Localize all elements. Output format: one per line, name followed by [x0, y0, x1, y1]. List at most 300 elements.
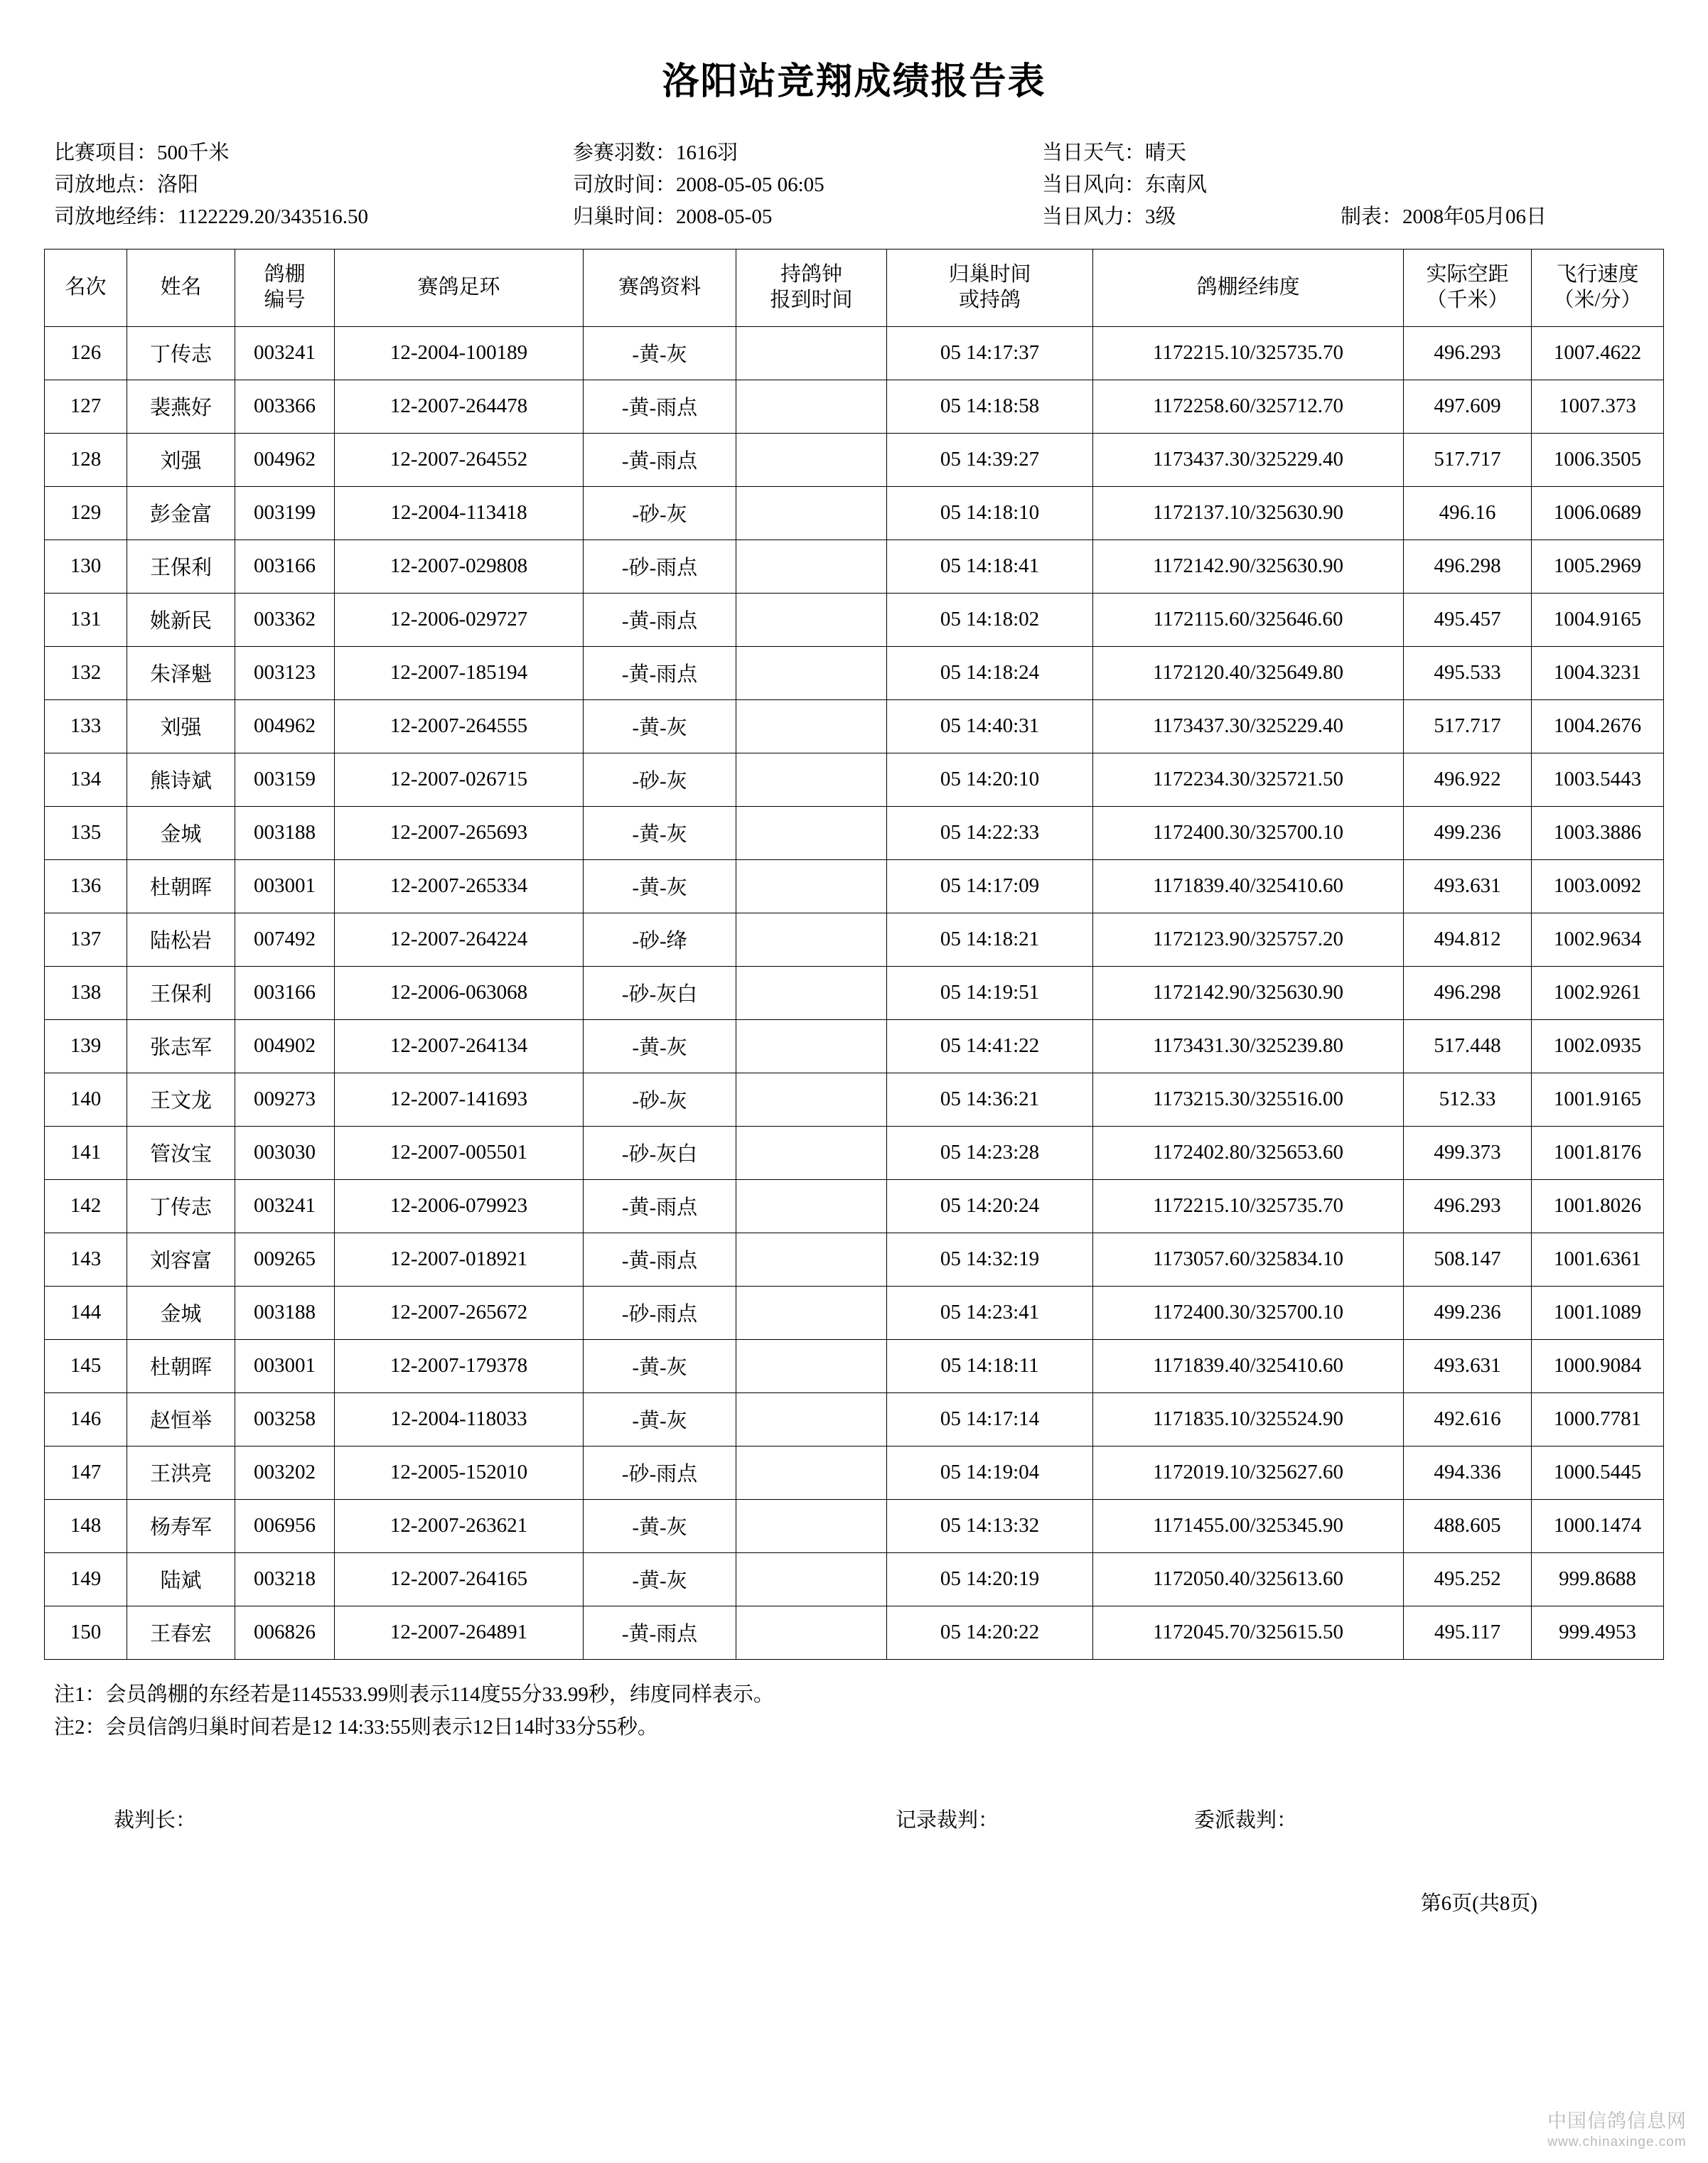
- cell-info: -黄-雨点: [584, 646, 736, 699]
- cell-coordinate: 1171835.10/325524.90: [1093, 1392, 1404, 1446]
- cell-rank: 131: [45, 593, 127, 646]
- cell-clock: [736, 540, 887, 593]
- header-distance: [1404, 249, 1532, 326]
- table-row: [45, 433, 1664, 486]
- cell-clock: [736, 699, 887, 753]
- cell-info: -黄-灰: [584, 1392, 736, 1446]
- cell-distance: 495.457: [1404, 593, 1532, 646]
- cell-info: -黄-灰: [584, 806, 736, 859]
- cell-clock: [736, 753, 887, 806]
- cell-loft-no: 007492: [235, 913, 335, 966]
- cell-speed: 1000.5445: [1532, 1446, 1664, 1499]
- cell-name: 姚新民: [127, 593, 235, 646]
- table-row: [45, 646, 1664, 699]
- cell-coordinate: 1172142.90/325630.90: [1093, 540, 1404, 593]
- cell-speed: 1003.0092: [1532, 859, 1664, 913]
- results-table: [44, 249, 1664, 1660]
- cell-distance: 517.717: [1404, 433, 1532, 486]
- signature-block: [0, 1804, 1708, 1833]
- cell-speed: 1000.1474: [1532, 1499, 1664, 1552]
- cell-loft-no: 003166: [235, 966, 335, 1019]
- cell-info: -黄-雨点: [584, 593, 736, 646]
- cell-rank: 146: [45, 1392, 127, 1446]
- cell-ring: 12-2007-141693: [335, 1073, 584, 1126]
- cell-coordinate: 1172050.40/325613.60: [1093, 1552, 1404, 1606]
- cell-name: 熊诗斌: [127, 753, 235, 806]
- cell-ring: 12-2007-264555: [335, 699, 584, 753]
- meta-row-2: [54, 169, 1660, 201]
- cell-ring: 12-2007-026715: [335, 753, 584, 806]
- meta-row-2-extra: [1341, 169, 1660, 201]
- cell-distance: 495.533: [1404, 646, 1532, 699]
- header-coord-label: 鸽棚经纬度: [1196, 276, 1300, 299]
- cell-coordinate: 1172045.70/325615.50: [1093, 1606, 1404, 1659]
- cell-distance: 496.293: [1404, 326, 1532, 380]
- cell-speed: 1003.3886: [1532, 806, 1664, 859]
- cell-distance: 497.609: [1404, 380, 1532, 433]
- cell-rank: 128: [45, 433, 127, 486]
- cell-loft-no: 003166: [235, 540, 335, 593]
- cell-clock: [736, 1499, 887, 1552]
- table-header-row: [45, 249, 1664, 326]
- cell-rank: 137: [45, 913, 127, 966]
- cell-info: -黄-灰: [584, 859, 736, 913]
- cell-return: 05 14:17:14: [887, 1392, 1093, 1446]
- cell-ring: 12-2004-118033: [335, 1392, 584, 1446]
- cell-loft-no: 003188: [235, 1286, 335, 1339]
- cell-rank: 142: [45, 1179, 127, 1233]
- watermark-url: www.chinaxinge.com: [1547, 2135, 1687, 2149]
- header-loft-no: [235, 249, 335, 326]
- chief-judge-signature: 裁判长：: [114, 1808, 197, 1832]
- cell-rank: 132: [45, 646, 127, 699]
- cell-info: -砂-灰白: [584, 1126, 736, 1179]
- header-clock-line1: 持鸽钟: [780, 263, 842, 286]
- cell-rank: 130: [45, 540, 127, 593]
- cell-rank: 138: [45, 966, 127, 1019]
- table-row: [45, 1552, 1664, 1606]
- cell-speed: 1004.2676: [1532, 699, 1664, 753]
- cell-loft-no: 003188: [235, 806, 335, 859]
- cell-name: 张志军: [127, 1019, 235, 1073]
- cell-loft-no: 003366: [235, 380, 335, 433]
- cell-speed: 1006.3505: [1532, 433, 1664, 486]
- table-row: [45, 1499, 1664, 1552]
- cell-distance: 496.16: [1404, 486, 1532, 540]
- table-row: [45, 806, 1664, 859]
- cell-rank: 140: [45, 1073, 127, 1126]
- cell-coordinate: 1171839.40/325410.60: [1093, 859, 1404, 913]
- cell-coordinate: 1172400.30/325700.10: [1093, 806, 1404, 859]
- header-speed-line1: 飞行速度: [1556, 263, 1639, 286]
- cell-coordinate: 1172019.10/325627.60: [1093, 1446, 1404, 1499]
- cell-info: -黄-灰: [584, 326, 736, 380]
- cell-coordinate: 1173431.30/325239.80: [1093, 1019, 1404, 1073]
- cell-rank: 136: [45, 859, 127, 913]
- cell-distance: 517.717: [1404, 699, 1532, 753]
- cell-return: 05 14:40:31: [887, 699, 1093, 753]
- cell-loft-no: 009265: [235, 1233, 335, 1286]
- cell-speed: 999.4953: [1532, 1606, 1664, 1659]
- cell-name: 王保利: [127, 540, 235, 593]
- cell-info: -砂-灰: [584, 486, 736, 540]
- cell-rank: 141: [45, 1126, 127, 1179]
- cell-speed: 1004.9165: [1532, 593, 1664, 646]
- cell-info: -黄-雨点: [584, 1179, 736, 1233]
- cell-return: 05 14:18:10: [887, 486, 1093, 540]
- cell-clock: [736, 1073, 887, 1126]
- table-row: [45, 380, 1664, 433]
- table-row: [45, 1019, 1664, 1073]
- table-row: [45, 1339, 1664, 1392]
- header-info-label: 赛鸽资料: [618, 276, 701, 299]
- cell-speed: 1004.3231: [1532, 646, 1664, 699]
- cell-ring: 12-2004-100189: [335, 326, 584, 380]
- cell-rank: 133: [45, 699, 127, 753]
- cell-info: -黄-雨点: [584, 1606, 736, 1659]
- cell-speed: 1002.9634: [1532, 913, 1664, 966]
- watermark: [1547, 2105, 1687, 2150]
- cell-info: -黄-雨点: [584, 433, 736, 486]
- cell-ring: 12-2007-179378: [335, 1339, 584, 1392]
- cell-clock: [736, 1392, 887, 1446]
- meta-row-3: [54, 201, 1660, 233]
- cell-loft-no: 003159: [235, 753, 335, 806]
- header-rank: [45, 249, 127, 326]
- cell-coordinate: 1172400.30/325700.10: [1093, 1286, 1404, 1339]
- cell-name: 彭金富: [127, 486, 235, 540]
- cell-loft-no: 003218: [235, 1552, 335, 1606]
- cell-coordinate: 1172234.30/325721.50: [1093, 753, 1404, 806]
- cell-distance: 499.236: [1404, 806, 1532, 859]
- cell-distance: 488.605: [1404, 1499, 1532, 1552]
- cell-clock: [736, 433, 887, 486]
- table-row: [45, 966, 1664, 1019]
- table-row: [45, 1233, 1664, 1286]
- cell-clock: [736, 1179, 887, 1233]
- table-row: [45, 859, 1664, 913]
- cell-clock: [736, 1552, 887, 1606]
- cell-clock: [736, 1446, 887, 1499]
- cell-return: 05 14:17:09: [887, 859, 1093, 913]
- cell-clock: [736, 1286, 887, 1339]
- cell-name: 陆松岩: [127, 913, 235, 966]
- table-row: [45, 913, 1664, 966]
- cell-distance: 517.448: [1404, 1019, 1532, 1073]
- cell-speed: 1002.9261: [1532, 966, 1664, 1019]
- header-loft-no-line2: 编号: [264, 288, 306, 311]
- cell-ring: 12-2006-029727: [335, 593, 584, 646]
- cell-info: -砂-雨点: [584, 540, 736, 593]
- cell-return: 05 14:36:21: [887, 1073, 1093, 1126]
- cell-coordinate: 1173215.30/325516.00: [1093, 1073, 1404, 1126]
- cell-distance: 499.373: [1404, 1126, 1532, 1179]
- cell-info: -黄-灰: [584, 699, 736, 753]
- release-place-label: 司放地点：洛阳: [54, 173, 199, 196]
- note-2: 注2：会员信鸽归巢时间若是12 14:33:55则表示12日14时33分55秒。: [54, 1716, 658, 1739]
- cell-loft-no: 004902: [235, 1019, 335, 1073]
- cell-ring: 12-2007-029808: [335, 540, 584, 593]
- cell-speed: 1000.7781: [1532, 1392, 1664, 1446]
- cell-rank: 148: [45, 1499, 127, 1552]
- cell-loft-no: 003362: [235, 593, 335, 646]
- cell-loft-no: 003199: [235, 486, 335, 540]
- cell-coordinate: 1171455.00/325345.90: [1093, 1499, 1404, 1552]
- cell-speed: 1003.5443: [1532, 753, 1664, 806]
- cell-ring: 12-2007-264552: [335, 433, 584, 486]
- cell-ring: 12-2007-264478: [335, 380, 584, 433]
- cell-return: 05 14:18:24: [887, 646, 1093, 699]
- cell-info: -黄-灰: [584, 1552, 736, 1606]
- cell-distance: 495.117: [1404, 1606, 1532, 1659]
- header-info: [584, 249, 736, 326]
- cell-name: 赵恒举: [127, 1392, 235, 1446]
- cell-name: 王春宏: [127, 1606, 235, 1659]
- cell-speed: 1005.2969: [1532, 540, 1664, 593]
- cell-name: 金城: [127, 1286, 235, 1339]
- header-name-label: 姓名: [160, 276, 202, 299]
- cell-distance: 496.298: [1404, 540, 1532, 593]
- cell-return: 05 14:41:22: [887, 1019, 1093, 1073]
- cell-speed: 1007.373: [1532, 380, 1664, 433]
- header-return-line1: 归巢时间: [948, 263, 1031, 286]
- meta-block: [0, 137, 1708, 233]
- cell-return: 05 14:18:41: [887, 540, 1093, 593]
- cell-name: 刘容富: [127, 1233, 235, 1286]
- record-judge-signature: 记录裁判：: [896, 1808, 999, 1832]
- cell-rank: 126: [45, 326, 127, 380]
- cell-name: 杨寿军: [127, 1499, 235, 1552]
- cell-ring: 12-2007-265334: [335, 859, 584, 913]
- cell-coordinate: 1173057.60/325834.10: [1093, 1233, 1404, 1286]
- cell-rank: 149: [45, 1552, 127, 1606]
- table-row: [45, 486, 1664, 540]
- table-row: [45, 1392, 1664, 1446]
- table-row: [45, 326, 1664, 380]
- header-ring-label: 赛鸽足环: [417, 276, 500, 299]
- cell-clock: [736, 646, 887, 699]
- header-coord: [1093, 249, 1404, 326]
- cell-coordinate: 1171839.40/325410.60: [1093, 1339, 1404, 1392]
- cell-rank: 139: [45, 1019, 127, 1073]
- cell-rank: 135: [45, 806, 127, 859]
- cell-info: -砂-灰: [584, 753, 736, 806]
- cell-clock: [736, 913, 887, 966]
- cell-info: -砂-灰: [584, 1073, 736, 1126]
- cell-ring: 12-2004-113418: [335, 486, 584, 540]
- wind-direction-label: 当日风向：东南风: [1042, 173, 1208, 196]
- cell-name: 裴燕好: [127, 380, 235, 433]
- cell-ring: 12-2007-005501: [335, 1126, 584, 1179]
- cell-info: -砂-雨点: [584, 1446, 736, 1499]
- cell-name: 朱泽魁: [127, 646, 235, 699]
- cell-return: 05 14:19:04: [887, 1446, 1093, 1499]
- header-loft-no-line1: 鸽棚: [264, 263, 306, 286]
- cell-clock: [736, 859, 887, 913]
- cell-loft-no: 003123: [235, 646, 335, 699]
- cell-coordinate: 1172115.60/325646.60: [1093, 593, 1404, 646]
- cell-loft-no: 003030: [235, 1126, 335, 1179]
- table-row: [45, 1073, 1664, 1126]
- cell-return: 05 14:39:27: [887, 433, 1093, 486]
- cell-rank: 150: [45, 1606, 127, 1659]
- cell-distance: 496.298: [1404, 966, 1532, 1019]
- cell-return: 05 14:20:10: [887, 753, 1093, 806]
- cell-clock: [736, 1606, 887, 1659]
- cell-loft-no: 003258: [235, 1392, 335, 1446]
- cell-speed: 1000.9084: [1532, 1339, 1664, 1392]
- header-return: [887, 249, 1093, 326]
- cell-loft-no: 006826: [235, 1606, 335, 1659]
- page-title: 洛阳站竞翔成绩报告表: [662, 60, 1046, 103]
- cell-info: -砂-灰白: [584, 966, 736, 1019]
- cell-coordinate: 1172215.10/325735.70: [1093, 326, 1404, 380]
- cell-ring: 12-2007-263621: [335, 1499, 584, 1552]
- release-coordinate-label: 司放地经纬：1122229.20/343516.50: [54, 205, 368, 228]
- table-row: [45, 1126, 1664, 1179]
- cell-return: 05 14:20:19: [887, 1552, 1093, 1606]
- cell-info: -黄-灰: [584, 1339, 736, 1392]
- cell-info: -黄-雨点: [584, 1233, 736, 1286]
- cell-ring: 12-2006-063068: [335, 966, 584, 1019]
- cell-rank: 143: [45, 1233, 127, 1286]
- cell-return: 05 14:13:32: [887, 1499, 1093, 1552]
- header-clock: [736, 249, 887, 326]
- cell-distance: 494.336: [1404, 1446, 1532, 1499]
- cell-name: 王文龙: [127, 1073, 235, 1126]
- cell-name: 刘强: [127, 433, 235, 486]
- cell-clock: [736, 966, 887, 1019]
- cell-return: 05 14:19:51: [887, 966, 1093, 1019]
- cell-name: 王保利: [127, 966, 235, 1019]
- cell-clock: [736, 806, 887, 859]
- cell-clock: [736, 1019, 887, 1073]
- cell-ring: 12-2007-265672: [335, 1286, 584, 1339]
- cell-ring: 12-2007-264134: [335, 1019, 584, 1073]
- cell-clock: [736, 1126, 887, 1179]
- cell-name: 杜朝晖: [127, 1339, 235, 1392]
- cell-name: 丁传志: [127, 326, 235, 380]
- cell-ring: 12-2006-079923: [335, 1179, 584, 1233]
- table-row: [45, 699, 1664, 753]
- table-row: [45, 1446, 1664, 1499]
- cell-ring: 12-2007-264224: [335, 913, 584, 966]
- cell-return: 05 14:17:37: [887, 326, 1093, 380]
- cell-distance: 495.252: [1404, 1552, 1532, 1606]
- cell-rank: 134: [45, 753, 127, 806]
- cell-name: 管汝宝: [127, 1126, 235, 1179]
- cell-distance: 496.922: [1404, 753, 1532, 806]
- cell-distance: 499.236: [1404, 1286, 1532, 1339]
- cell-rank: 129: [45, 486, 127, 540]
- cell-return: 05 14:22:33: [887, 806, 1093, 859]
- cell-info: -黄-灰: [584, 1499, 736, 1552]
- cell-distance: 494.812: [1404, 913, 1532, 966]
- cell-loft-no: 003202: [235, 1446, 335, 1499]
- cell-distance: 496.293: [1404, 1179, 1532, 1233]
- cell-coordinate: 1172402.80/325653.60: [1093, 1126, 1404, 1179]
- header-ring: [335, 249, 584, 326]
- cell-info: -黄-雨点: [584, 380, 736, 433]
- cell-coordinate: 1172258.60/325712.70: [1093, 380, 1404, 433]
- cell-coordinate: 1173437.30/325229.40: [1093, 433, 1404, 486]
- cell-return: 05 14:23:28: [887, 1126, 1093, 1179]
- header-distance-line2: （千米）: [1426, 288, 1509, 311]
- page-number: 第6页(共8页): [1420, 1891, 1537, 1915]
- note-1: 注1：会员鸽棚的东经若是1145533.99则表示114度55分33.99秒，纬度同样表示。: [54, 1682, 774, 1706]
- table-row: [45, 1286, 1664, 1339]
- cell-return: 05 14:20:24: [887, 1179, 1093, 1233]
- cell-coordinate: 1172137.10/325630.90: [1093, 486, 1404, 540]
- cell-speed: 1007.4622: [1532, 326, 1664, 380]
- cell-clock: [736, 593, 887, 646]
- header-name: [127, 249, 235, 326]
- cell-clock: [736, 1233, 887, 1286]
- cell-return: 05 14:32:19: [887, 1233, 1093, 1286]
- table-row: [45, 1179, 1664, 1233]
- notes-block: [0, 1678, 1708, 1744]
- weather-label: 当日天气：晴天: [1042, 141, 1187, 164]
- cell-ring: 12-2005-152010: [335, 1446, 584, 1499]
- cell-return: 05 14:23:41: [887, 1286, 1093, 1339]
- table-row: [45, 593, 1664, 646]
- header-distance-line1: 实际空距: [1426, 263, 1509, 286]
- cell-speed: 1001.6361: [1532, 1233, 1664, 1286]
- cell-speed: 1001.8176: [1532, 1126, 1664, 1179]
- cell-clock: [736, 326, 887, 380]
- cell-return: 05 14:18:58: [887, 380, 1093, 433]
- cell-rank: 147: [45, 1446, 127, 1499]
- cell-name: 金城: [127, 806, 235, 859]
- cell-return: 05 14:18:11: [887, 1339, 1093, 1392]
- cell-speed: 1001.9165: [1532, 1073, 1664, 1126]
- header-rank-label: 名次: [65, 276, 107, 299]
- cell-rank: 144: [45, 1286, 127, 1339]
- header-speed: [1532, 249, 1664, 326]
- cell-coordinate: 1172142.90/325630.90: [1093, 966, 1404, 1019]
- header-speed-line2: （米/分）: [1553, 288, 1642, 311]
- cell-return: 05 14:20:22: [887, 1606, 1093, 1659]
- cell-ring: 12-2007-264165: [335, 1552, 584, 1606]
- cell-loft-no: 006956: [235, 1499, 335, 1552]
- cell-name: 陆斌: [127, 1552, 235, 1606]
- assigned-judge-signature: 委派裁判：: [1194, 1808, 1298, 1832]
- cell-ring: 12-2007-185194: [335, 646, 584, 699]
- cell-loft-no: 003241: [235, 1179, 335, 1233]
- cell-speed: 1006.0689: [1532, 486, 1664, 540]
- cell-name: 刘强: [127, 699, 235, 753]
- cell-clock: [736, 486, 887, 540]
- cell-clock: [736, 1339, 887, 1392]
- cell-coordinate: 1172215.10/325735.70: [1093, 1179, 1404, 1233]
- made-date-label: 制表：2008年05月06日: [1341, 205, 1547, 228]
- watermark-main-text: 中国信鸽信息网: [1547, 2110, 1687, 2132]
- cell-ring: 12-2007-265693: [335, 806, 584, 859]
- cell-rank: 145: [45, 1339, 127, 1392]
- cell-loft-no: 004962: [235, 699, 335, 753]
- cell-distance: 493.631: [1404, 1339, 1532, 1392]
- cell-loft-no: 003241: [235, 326, 335, 380]
- cell-info: -砂-雨点: [584, 1286, 736, 1339]
- cell-distance: 512.33: [1404, 1073, 1532, 1126]
- cell-loft-no: 003001: [235, 859, 335, 913]
- cell-name: 杜朝晖: [127, 859, 235, 913]
- cell-return: 05 14:18:21: [887, 913, 1093, 966]
- cell-speed: 1001.8026: [1532, 1179, 1664, 1233]
- cell-speed: 1001.1089: [1532, 1286, 1664, 1339]
- event-label: 比赛项目：500千米: [54, 141, 230, 164]
- header-return-line2: 或持鸽: [958, 288, 1021, 311]
